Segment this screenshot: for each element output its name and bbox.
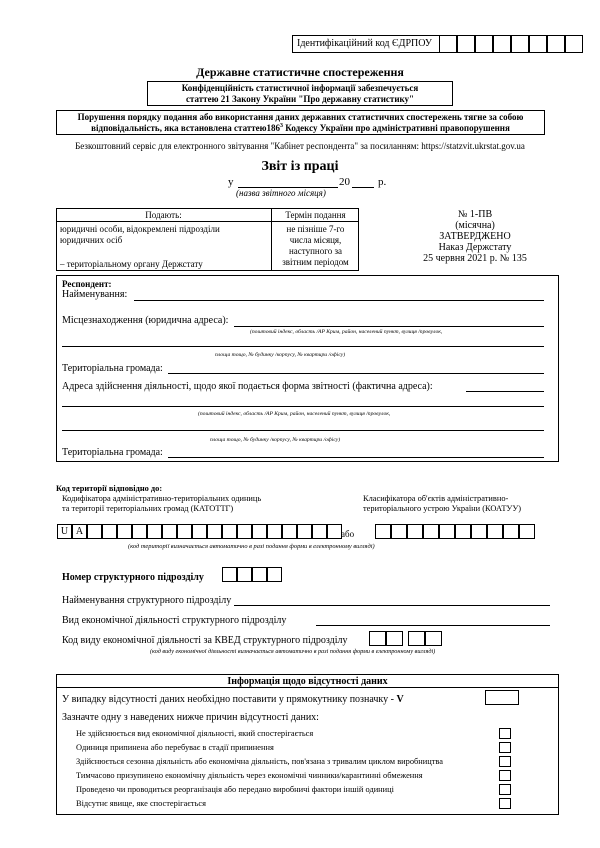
katottg-digit-cell[interactable] <box>117 524 132 539</box>
absence-instruction: У випадку відсутності даних необхідно поставити у прямокутнику позначку - V <box>62 694 404 705</box>
koatuu-digit-cell[interactable] <box>423 524 439 539</box>
form-date: 25 червня 2021 р. № 135 <box>423 253 527 264</box>
katottg-digit-cell[interactable] <box>147 524 162 539</box>
katottg-digit-cell[interactable] <box>267 524 282 539</box>
edrpou-digit-cell[interactable] <box>457 35 475 53</box>
absence-reason: Одиниця припинена або перебуває в стадії припинення <box>76 743 274 752</box>
form-period: (місячна) <box>455 220 495 231</box>
unit-number-cell[interactable] <box>252 567 267 582</box>
community-label: Територіальна громада: <box>62 363 163 374</box>
absence-choose: Зазначте одну з наведених нижче причин відсутності даних: <box>62 712 319 723</box>
edrpou-digit-cell[interactable] <box>529 35 547 53</box>
katottg-digit-cell[interactable] <box>132 524 147 539</box>
confidentiality-box: Конфіденційність статистичної інформації забезпечується статтею 21 Закону України "Про державну статистику" <box>147 81 453 106</box>
edrpou-digit-cell[interactable] <box>565 35 583 53</box>
katottg-digit-cell[interactable] <box>87 524 102 539</box>
katottg-label: та території територіальних громад (КАТОТТГ) <box>62 504 234 513</box>
unit-number-cell[interactable] <box>267 567 282 582</box>
form-order: Наказ Держстату <box>438 242 512 253</box>
check-mark-sample: V <box>396 694 404 705</box>
koatuu-digit-cell[interactable] <box>519 524 535 539</box>
absence-reason-checkbox[interactable] <box>499 728 511 739</box>
katottg-digit-cell[interactable] <box>327 524 342 539</box>
submit-when-line: числа місяця, <box>289 235 342 245</box>
kved-digit-cell[interactable] <box>386 631 403 646</box>
form-number: № 1-ПВ <box>457 209 493 220</box>
absence-reason-checkbox[interactable] <box>499 756 511 767</box>
koatuu-label: Класифікатора об'єктів адміністративно- <box>363 494 509 503</box>
main-title: Державне статистичне спостереження <box>196 65 404 79</box>
year-prefix: 20 <box>339 176 350 188</box>
location-input[interactable] <box>234 326 544 327</box>
submit-when-line: наступного за <box>288 246 343 256</box>
edrpou-digit-cell[interactable] <box>493 35 511 53</box>
absence-checkbox[interactable] <box>485 690 519 705</box>
unit-activity-label: Вид економічної діяльності структурного підрозділу <box>62 615 287 626</box>
koatuu-digit-cell[interactable] <box>487 524 503 539</box>
katottg-digit-cell[interactable] <box>102 524 117 539</box>
unit-activity-input[interactable] <box>316 625 550 626</box>
katottg-digit-cell[interactable] <box>207 524 222 539</box>
koatuu-digit-cell[interactable] <box>375 524 391 539</box>
absence-reason: Тимчасово призупинено економічну діяльність через економічні чинники/карантинні обмеження <box>76 771 423 780</box>
kved-note: (код виду економічної діяльності визначається автоматично в разі подання форми в електронному вигляді) <box>150 648 436 655</box>
submit-who-line: юридичні особи, відокремлені підрозділи <box>60 224 220 234</box>
katottg-digit-cell[interactable] <box>297 524 312 539</box>
period-note: (назва звітного місяця) <box>236 188 326 198</box>
edrpou-digit-cell[interactable] <box>475 35 493 53</box>
koatuu-digit-cell[interactable] <box>455 524 471 539</box>
address-note: площа тощо, № будинку /корпусу, № квартири /офісу) <box>215 352 346 358</box>
actual-address-input-2[interactable] <box>62 406 544 407</box>
absence-reason-checkbox[interactable] <box>499 742 511 753</box>
year-suffix: р. <box>378 176 387 188</box>
katottg-digit-cell[interactable] <box>177 524 192 539</box>
kved-label: Код виду економічної діяльності за КВЕД структурного підрозділу <box>62 635 348 646</box>
submit-when-line: звітним періодом <box>282 257 349 267</box>
koatuu-digit-cell[interactable] <box>391 524 407 539</box>
report-in: у <box>228 176 234 188</box>
unit-number-cell[interactable] <box>222 567 237 582</box>
koatuu-digit-cell[interactable] <box>503 524 519 539</box>
koatuu-digit-cell[interactable] <box>471 524 487 539</box>
submit-header-when: Термін подання <box>285 210 346 220</box>
or-label: або <box>341 529 355 539</box>
service-link-text: Безкоштовний сервіс для електронного звітування "Кабінет респондента" за посиланням: https://statzvit.ukrstat.gov.ua <box>75 141 525 151</box>
actual-address-note: площа тощо, № будинку /корпусу, № квартири /офісу) <box>210 437 341 443</box>
katottg-digit-cell[interactable] <box>237 524 252 539</box>
absence-reason-checkbox[interactable] <box>499 784 511 795</box>
unit-name-input[interactable] <box>234 605 550 606</box>
report-title: Звіт із праці <box>261 159 339 174</box>
respondent-name-input[interactable] <box>134 300 544 301</box>
koatuu-digit-cell[interactable] <box>407 524 423 539</box>
actual-address-note: (поштовий індекс, область /АР Крим, район, населений пункт, вулиця /провулок, <box>198 411 391 417</box>
absence-reason: Не здійснюється вид економічної діяльності, який спостерігається <box>76 729 314 738</box>
koatuu-digit-cell[interactable] <box>439 524 455 539</box>
actual-address-input[interactable] <box>466 391 544 392</box>
kved-digit-cell[interactable] <box>408 631 425 646</box>
katottg-prefix-cell: A <box>72 524 87 539</box>
kved-digit-cell[interactable] <box>425 631 442 646</box>
address-note: (поштовий індекс, область /АР Крим, район, населений пункт, вулиця /провулок, <box>250 329 443 335</box>
unit-number-label: Номер структурного підрозділу <box>62 572 204 583</box>
territory-header: Код території відповідно до: <box>56 484 163 493</box>
location-input-2[interactable] <box>62 346 544 347</box>
submit-who-line: юридичних осіб <box>60 235 123 245</box>
community2-label: Територіальна громада: <box>62 447 163 458</box>
absence-reason-checkbox[interactable] <box>499 798 511 809</box>
katottg-prefix-cell: U <box>57 524 72 539</box>
absence-header: Інформація щодо відсутності даних <box>227 676 388 687</box>
submit-when-line: не пізніше 7-го <box>286 224 345 234</box>
community2-input[interactable] <box>168 457 544 458</box>
katottg-label: Кодифікатора адміністративно-територіальних одиниць <box>62 494 262 503</box>
katottg-digit-cell[interactable] <box>282 524 297 539</box>
form-approved: ЗАТВЕРДЖЕНО <box>439 231 511 242</box>
edrpou-digit-cell[interactable] <box>511 35 529 53</box>
territory-note: (код території визначається автоматично в разі подання форми в електронному вигляді) <box>128 543 375 550</box>
actual-address-label: Адреса здійснення діяльності, щодо якої подається форма звітності (фактична адреса): <box>62 381 433 392</box>
submit-who-line: – територіальному органу Держстату <box>60 259 203 269</box>
edrpou-digit-cell[interactable] <box>439 35 457 53</box>
katottg-digit-cell[interactable] <box>222 524 237 539</box>
respondent-name-label: Найменування: <box>62 289 128 300</box>
koatuu-label: територіального устрою України (КОАТУУ) <box>363 504 522 513</box>
community-input[interactable] <box>168 373 544 374</box>
respondent-header: Респондент: <box>62 279 112 289</box>
unit-number-cell[interactable] <box>237 567 252 582</box>
kved-digit-cell[interactable] <box>369 631 386 646</box>
location-label: Місцезнаходження (юридична адреса): <box>62 315 229 326</box>
katottg-digit-cell[interactable] <box>162 524 177 539</box>
submit-header-who: Подають: <box>145 210 182 220</box>
edrpou-label: Ідентифікаційний код ЄДРПОУ <box>297 38 432 49</box>
absence-reason-checkbox[interactable] <box>499 770 511 781</box>
unit-name-label: Найменування структурного підрозділу <box>62 595 232 606</box>
absence-reason: Відсутнє явище, яке спостерігається <box>76 799 206 808</box>
edrpou-digit-cell[interactable] <box>547 35 565 53</box>
katottg-digit-cell[interactable] <box>312 524 327 539</box>
year-input-line[interactable] <box>352 187 374 188</box>
actual-address-input-3[interactable] <box>62 430 544 431</box>
katottg-digit-cell[interactable] <box>192 524 207 539</box>
absence-reason: Здійснюється сезонна діяльність або економічна діяльність, пов'язана з тривалим циклом виробництва <box>76 757 443 766</box>
violation-box: Порушення порядку подання або використання даних державних статистичних спостережень тягне за собою відповідальність, яка встановлена $статтею186^3$ Кодексу України про адміністративні правопорушення <box>56 110 545 135</box>
absence-reason: Проведено чи проводиться реорганізація або передано виробничі фактори іншій одиниці <box>76 785 394 794</box>
katottg-digit-cell[interactable] <box>252 524 267 539</box>
